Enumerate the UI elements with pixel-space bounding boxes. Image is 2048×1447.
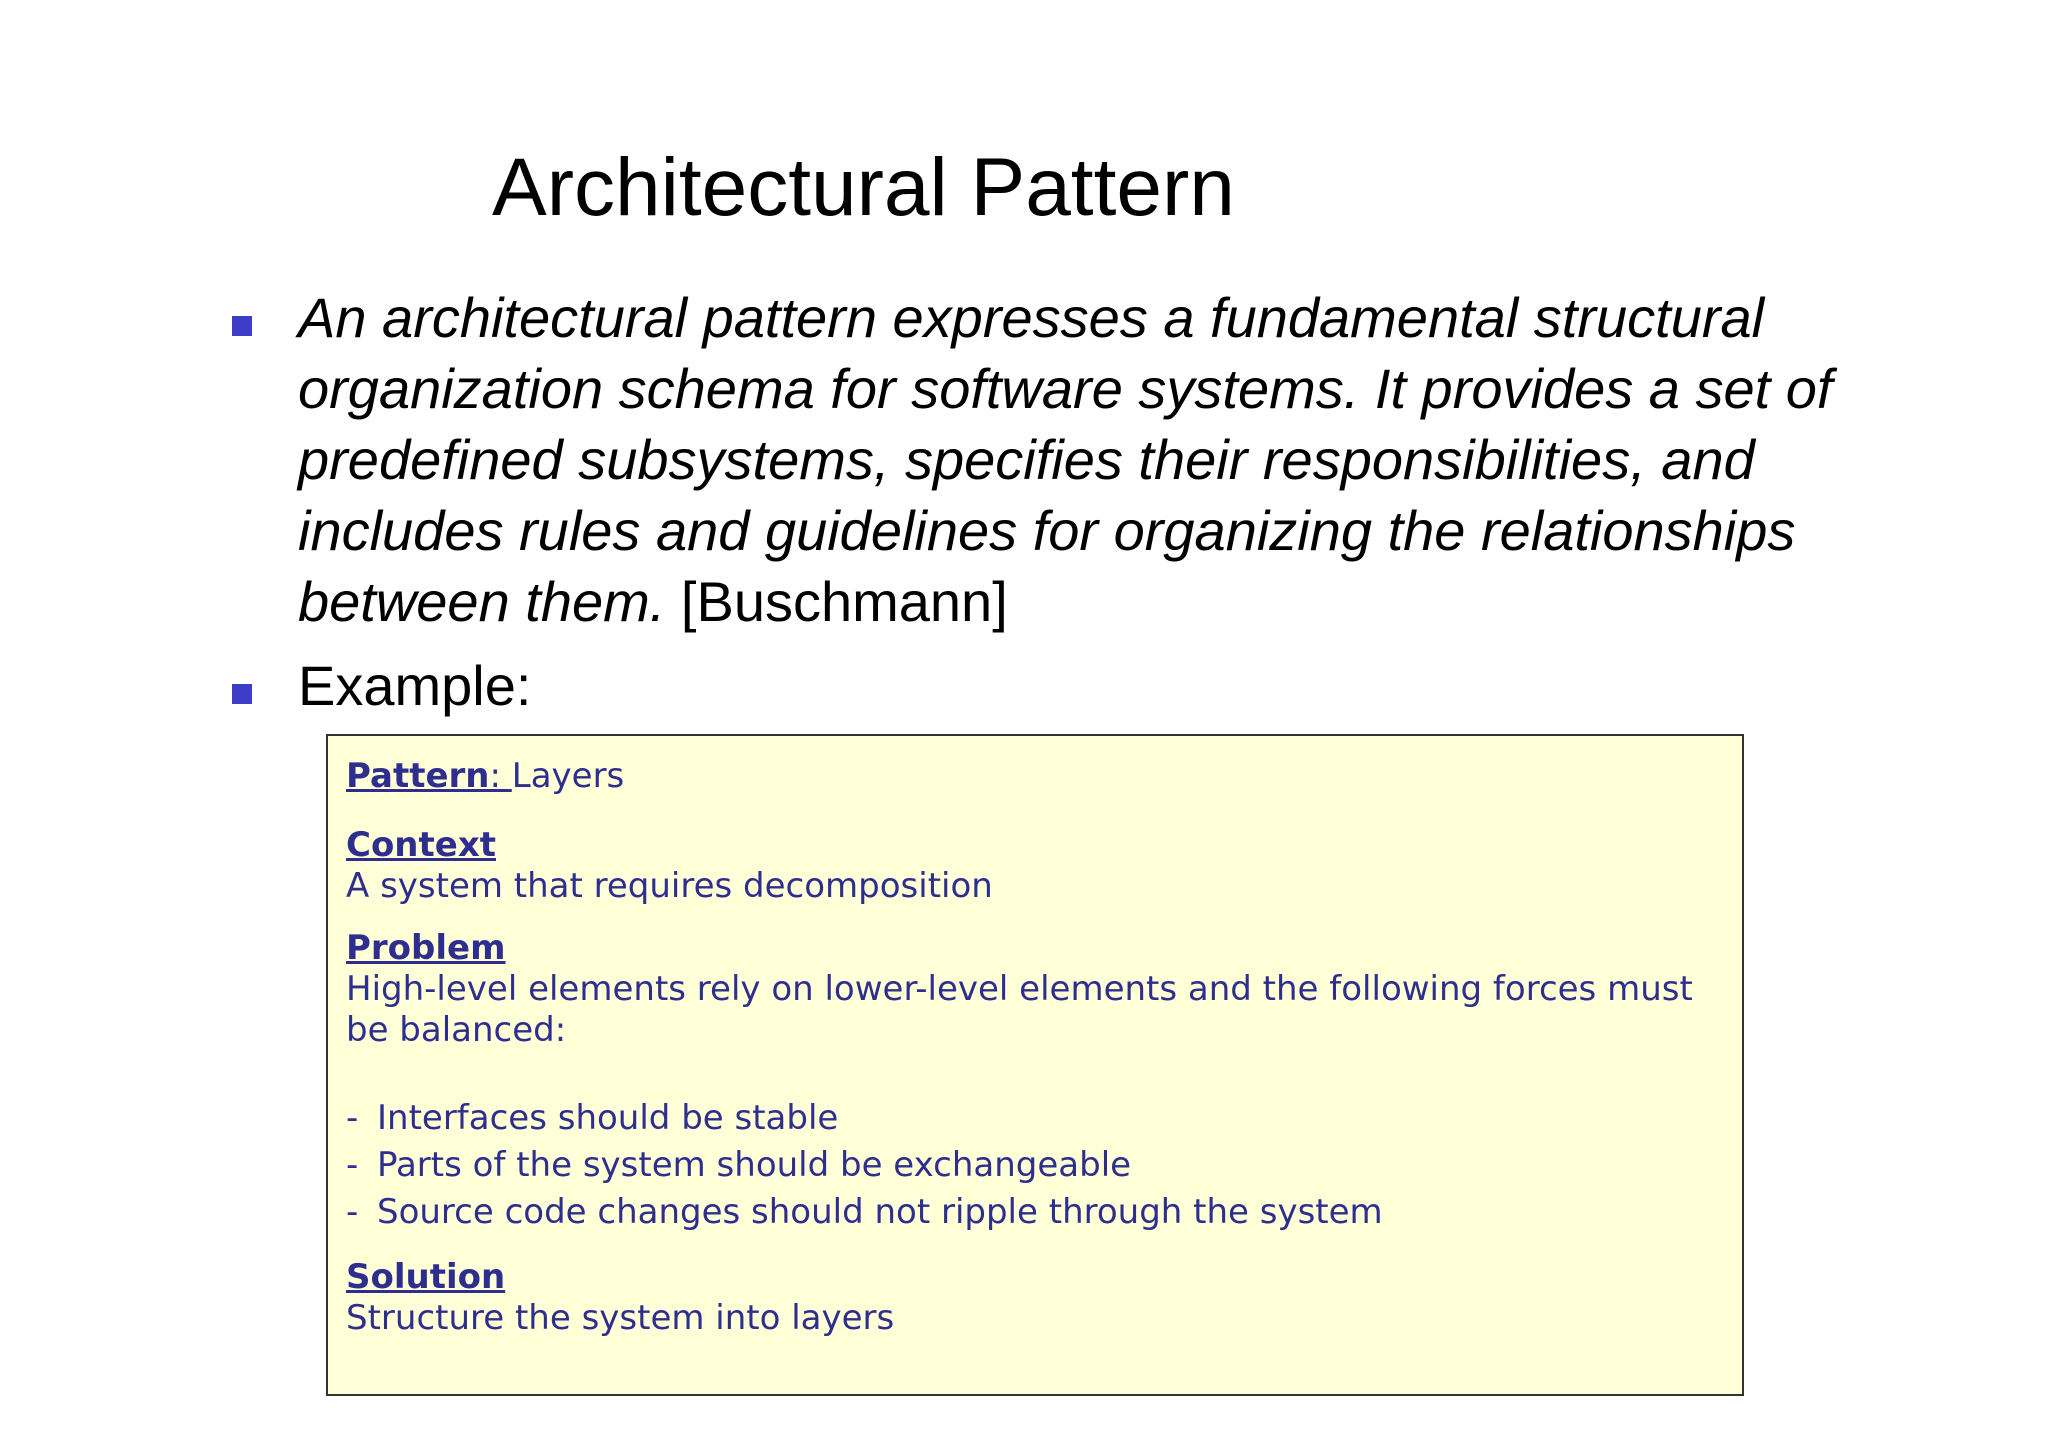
bullet-square-icon [232, 316, 252, 336]
definition-text: An architectural pattern expresses a fundamental structural organization schema for software systems. It provides a set of predefined subsystems, specifies their responsibilities, and includes rules and guidelines for organizing the relationships between them. [298, 286, 1833, 633]
force-item [346, 1095, 1724, 1142]
force-text: Interfaces should be stable [377, 1098, 839, 1138]
definition-paragraph [298, 282, 1908, 637]
example-label: Example: [298, 654, 532, 717]
force-text: Parts of the system should be exchangeable [377, 1145, 1132, 1185]
context-text: A system that requires decomposition [346, 866, 993, 906]
citation: [Buschmann] [680, 570, 1008, 633]
force-text: Source code changes should not ripple through the system [377, 1192, 1383, 1232]
solution-text: Structure the system into layers [346, 1298, 895, 1338]
pattern-name: Layers [511, 756, 625, 796]
force-dash: - [346, 1192, 359, 1232]
pattern-heading: Pattern [346, 756, 490, 796]
force-item [346, 1189, 1724, 1236]
bullet-square-icon [232, 684, 252, 704]
context-heading: Context [346, 825, 497, 865]
solution-heading: Solution [346, 1257, 506, 1297]
problem-heading: Problem [346, 928, 506, 968]
problem-text: High-level elements rely on lower-level elements and the following forces must be balanced: [346, 969, 1693, 1050]
force-dash: - [346, 1098, 359, 1138]
pattern-description-box [326, 734, 1744, 1396]
pattern-line [346, 756, 1724, 797]
force-dash: - [346, 1145, 359, 1185]
slide-title: Architectural Pattern [492, 142, 1235, 233]
force-item [346, 1142, 1724, 1189]
pattern-colon: : [489, 756, 512, 796]
